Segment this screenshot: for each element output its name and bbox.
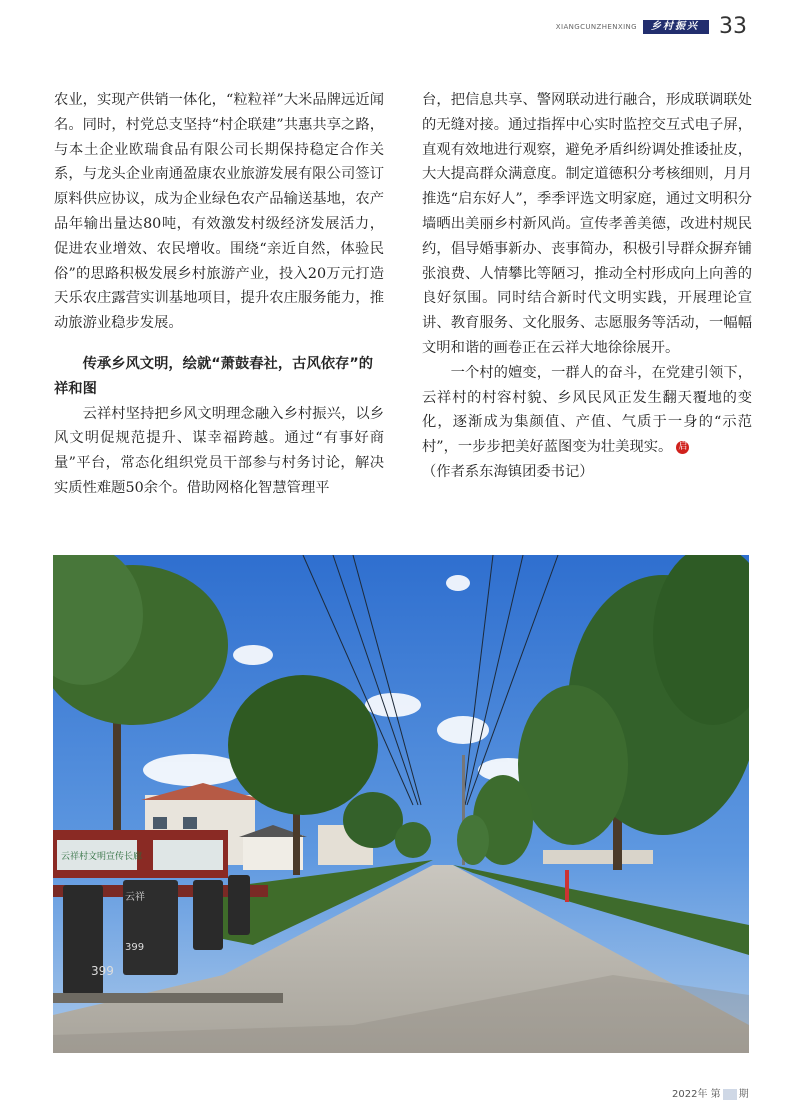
section-heading: 传承乡风文明，绘就“萧鼓春社，古风依存”的祥和图 (54, 355, 374, 397)
page-header (556, 14, 747, 40)
bin-number-2: 399 (91, 964, 114, 978)
right-paragraph-2-text: 一个村的嬗变，一群人的奋斗，在党建引领下，云祥村的村容村貌、乡风民风正发生翻天覆地的变化，逐渐成为集颜值、产值、气质于一身的“示范村”，一步步把美好蓝图变为壮美现实。 (422, 364, 752, 456)
author-byline: （作者系东海镇团委书记） (422, 463, 594, 480)
page-number: 33 (719, 14, 747, 39)
left-paragraph-2: 云祥村坚持把乡风文明理念融入乡村振兴，以乡风文明促规范提升、谋幸福跨越。通过“有事好商量”平台，常态化组织党员干部参与村务讨论，解决实质性难题50余个。借助网格化智慧管理平 (54, 405, 384, 496)
right-paragraph-1: 台，把信息共享、警网联动进行融合，形成联调联处的无缝对接。通过指挥中心实时监控交互式电子屏，直观有效地进行观察，避免矛盾纠纷调处推诿扯皮，大大提高群众满意度。制定道德积分考核细则，月月推选“启东好人”，季季评选文明家庭，通过文明积分墙晒出美丽乡村新风尚。宣传孝善美德，改进村规民约，倡导婚事新办、丧事简办，积极引导群众摒弃铺张浪费、人情攀比等陋习，推动全村形成向上向善的良好氛围。同时结合新时代文明实践，开展理论宣讲、教育服务、文化服务、志愿服务等活动，一幅幅文明和谐的画卷正在云祥大地徐徐展开。 (422, 92, 752, 356)
end-mark-icon: 启 (678, 441, 688, 452)
left-paragraph-1: 农业，实现产供销一体化，“粒粒祥”大米品牌远近闻名。同时，村党总支坚持“村企联建”共惠共享之路，与本土企业欧瑞食品有限公司长期保持稳定合作关系，与龙头企业南通盈康农业旅游发展有限公司签订原料供应协议，成为企业绿色农产品输送基地，农产品年输出量达80吨，有效激发村级经济发展活力，促进农业增效、农民增收。围绕“亲近自然，体验民俗”的思路积极发展乡村旅游产业，投入20万元打造天乐农庄露营实训基地项目，提升农庄服务能力，推动旅游业稳步发展。 (54, 92, 384, 332)
right-paragraph-2 (422, 361, 752, 460)
section-title: 乡村振兴 (643, 20, 709, 34)
section-kicker: XIANGCUNZHENXING (555, 23, 637, 31)
bin-label: 云祥 (125, 892, 145, 903)
village-road-photo (53, 555, 749, 1053)
sign-board (53, 830, 228, 878)
footer-year: 2022年 第 (672, 1089, 721, 1100)
left-column (54, 88, 384, 501)
road-marker-post (565, 870, 569, 902)
bin-number: 399 (125, 942, 145, 953)
footer-issue-number: 22 (723, 1089, 736, 1100)
page-footer (672, 1085, 749, 1100)
photo-illustration (53, 555, 749, 1053)
right-column (422, 88, 752, 485)
sign-text: 云祥村文明宣传长廊 (61, 852, 143, 862)
footer-issue-suffix: 期 (738, 1089, 749, 1100)
